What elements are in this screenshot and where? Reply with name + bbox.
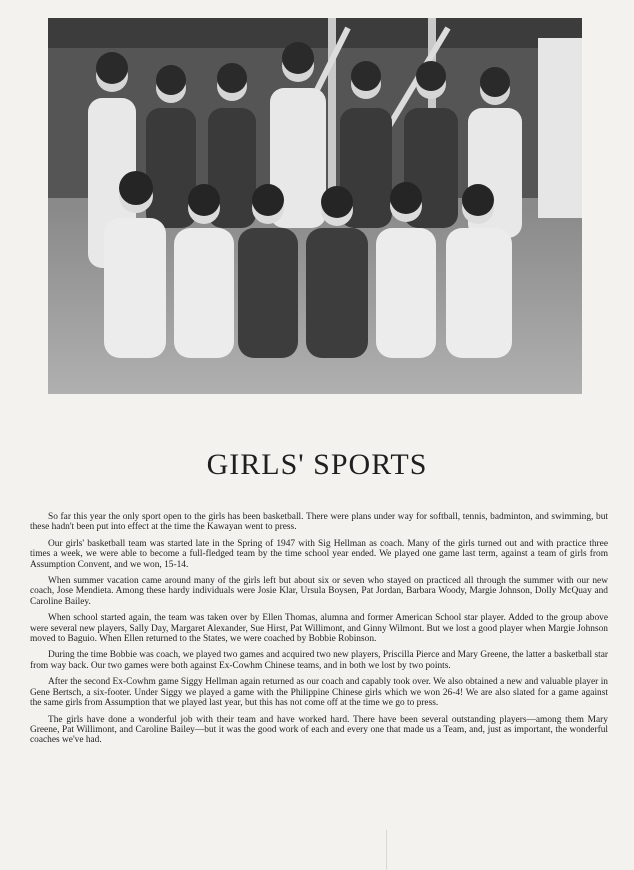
paragraph: When school started again, the team was taken over by Ellen Thomas, alumna and former American School star player. Added to the group above were several new players, Sally Day, Margaret Alexander, Sue Hirst, Pat Willimont, and Ginny Wilmont. But we lost a good player when Margie Johnson moved to Baguio. When Ellen returned to the States, we were coached by Bobbie Robinson. — [30, 613, 608, 645]
team-photo-icon — [48, 18, 582, 394]
paragraph: The girls have done a wonderful job with their team and have worked hard. There have been several outstanding players—among them Mary Greene, Pat Willimont, and Caroline Bailey—but it was the good work of each and every one that made us a Team, and, just as important, the wonderful coaches we've had. — [30, 714, 608, 746]
article-body — [30, 512, 608, 752]
page-crease — [386, 830, 387, 870]
paragraph: So far this year the only sport open to the girls has been basketball. There were plans under way for softball, tennis, badminton, and swimming, but these hadn't been put into effect at the time the Kawayan went to press. — [30, 512, 608, 533]
team-photo — [48, 18, 582, 394]
page-title: GIRLS' SPORTS — [206, 448, 428, 481]
paragraph: After the second Ex-Cowhm game Siggy Hellman again returned as our coach and capably took over. We also obtained a new and valuable player in Gene Bertsch, a six-footer. Under Siggy we played a game with the Philippine Chinese girls which we won 26-4! We are also slated for a game against the same girls from Assumption that we played last year, but this has not come off at the time we go to press. — [30, 677, 608, 709]
paragraph: During the time Bobbie was coach, we played two games and acquired two new players, Priscilla Pierce and Mary Greene, the latter a basketball star from way back. Our two games were both against Ex-Cowhm Chinese teams, and in both we lost by two points. — [30, 650, 608, 671]
paragraph: When summer vacation came around many of the girls left but about six or seven who stayed on practiced all through the summer with our new coach, Jose Mendieta. Among these hardy individuals were Josie Klar, Ursula Boysen, Pat Jordan, Barbara Woody, Margie Johnson, Dolly McQuay and Caroline Bailey. — [30, 576, 608, 607]
paragraph: Our girls' basketball team was started late in the Spring of 1947 with Sig Hellman as coach. Many of the girls turned out and with practice three times a week, we were able to become a full-fledged team by the time school year ended. We played one game last term, against a team of girls from Assumption Convent, and we won, 15-14. — [30, 538, 608, 570]
